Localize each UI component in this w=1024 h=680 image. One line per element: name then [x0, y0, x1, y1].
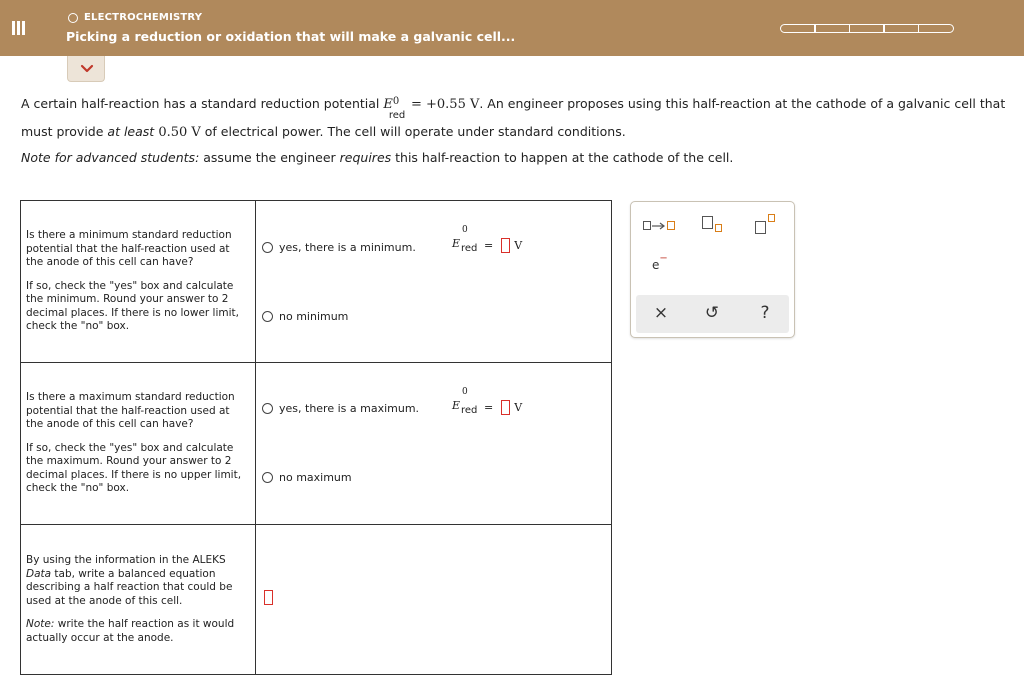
- answer-cell: [256, 525, 611, 674]
- potential-sub: red: [388, 109, 406, 121]
- question-cell: [21, 201, 256, 362]
- e-sub: red: [461, 243, 478, 254]
- superscript-box-icon: [768, 214, 775, 222]
- palette-tools: [631, 202, 794, 294]
- option-label: no minimum: [279, 310, 349, 323]
- menu-icon-bar: [22, 21, 25, 35]
- question-text: [26, 554, 249, 608]
- progress-bar: [781, 24, 954, 33]
- half-reaction-input[interactable]: [264, 590, 273, 605]
- question-text-part: By using the information in the ALEKS: [26, 554, 226, 566]
- problem-text: A certain half-reaction has a standard reduction potential: [21, 96, 384, 111]
- clear-button[interactable]: ×: [653, 303, 669, 323]
- electron-symbol: e: [652, 258, 660, 272]
- collapse-tab[interactable]: [67, 56, 105, 82]
- progress-segment: [780, 24, 816, 33]
- header-bar: [0, 0, 1024, 56]
- e-sub: red: [461, 405, 478, 416]
- emphasis-text: at least: [107, 124, 155, 139]
- advanced-note: [21, 150, 733, 165]
- table-row: [21, 363, 611, 525]
- page-title: Picking a reduction or oxidation that will make a galvanic cell...: [66, 29, 516, 44]
- e-sup: 0: [462, 225, 468, 235]
- menu-button[interactable]: [0, 0, 36, 56]
- note-text: write the half reaction as it would actually occur at the anode.: [26, 618, 235, 644]
- question-instructions: If so, check the "yes" box and calculate the maximum. Round your answer to 2 decimal places. If there is no upper limit, check the "no" box.: [26, 441, 242, 495]
- note-text: this half-reaction to happen at the cathode of the cell.: [391, 150, 734, 165]
- emphasis-text: requires: [339, 150, 392, 165]
- problem-line-1: [21, 90, 1024, 121]
- undo-button[interactable]: ↺: [704, 303, 720, 323]
- potential-symbol: E: [383, 97, 393, 112]
- question-instructions: If so, check the "yes" box and calculate the minimum. Round your answer to 2 decimal places. If there is no lower limit, check the "no" box.: [26, 279, 239, 333]
- note-text: assume the engineer: [199, 150, 340, 165]
- answer-cell: [256, 201, 611, 362]
- tool-palette: [630, 201, 795, 338]
- help-button[interactable]: ?: [760, 303, 770, 323]
- arrow-right-icon: [652, 222, 666, 230]
- topic-label: [68, 12, 202, 23]
- option-label: yes, there is a maximum.: [279, 402, 420, 415]
- yes-minimum-option[interactable]: [262, 241, 416, 254]
- palette-controls: [636, 295, 789, 333]
- menu-icon: [12, 21, 15, 35]
- subscript-box-icon: [715, 224, 722, 232]
- question-cell: [21, 363, 256, 524]
- yes-maximum-option[interactable]: [262, 402, 419, 415]
- topic-circle-icon: [68, 13, 78, 23]
- maximum-answer-input[interactable]: [501, 400, 510, 415]
- no-maximum-option[interactable]: [262, 471, 352, 484]
- question-text: Is there a maximum standard reduction potential that the half-reaction used at the anode of this cell can have?: [26, 391, 235, 431]
- reaction-arrow-tool[interactable]: [643, 218, 679, 232]
- data-tab-reference: Data: [26, 567, 52, 580]
- reactant-box-icon: [643, 221, 651, 230]
- maximum-equation: [452, 387, 523, 417]
- question-cell: [21, 525, 256, 674]
- equals-sign: =: [484, 400, 494, 414]
- base-box-icon: [702, 216, 713, 229]
- minimum-equation: [452, 225, 523, 255]
- potential-value: = +0.55 V: [406, 97, 480, 112]
- chevron-down-icon: [80, 64, 94, 74]
- progress-segment: [883, 24, 919, 33]
- minimum-answer-input[interactable]: [501, 238, 510, 253]
- radio-button[interactable]: [262, 242, 273, 253]
- note-label: Note:: [26, 618, 55, 630]
- option-label: yes, there is a minimum.: [279, 241, 416, 254]
- question-text-part: tab, write a balanced equation describing a half reaction that could be used at the anode of this cell.: [26, 567, 233, 607]
- problem-text: . An engineer proposes using this half-reaction at the cathode of a galvanic cell that: [479, 96, 1006, 111]
- product-box-icon: [667, 221, 675, 230]
- electron-charge: −: [659, 253, 668, 264]
- superscript-tool[interactable]: [755, 214, 781, 234]
- unit-label: V: [514, 400, 523, 414]
- e-red-symbol: [452, 225, 478, 255]
- subscript-tool[interactable]: [702, 214, 728, 234]
- problem-line-2: [21, 118, 1024, 146]
- power-value: 0.50 V: [154, 125, 201, 140]
- e-symbol: E: [452, 399, 461, 412]
- e-red-symbol: [452, 387, 478, 417]
- table-row: [21, 525, 611, 674]
- note-label: Note for advanced students:: [21, 150, 200, 165]
- e-symbol: E: [452, 237, 461, 250]
- base-box-icon: [755, 221, 766, 234]
- radio-button[interactable]: [262, 403, 273, 414]
- question-note: [26, 618, 249, 645]
- problem-statement: [21, 90, 1024, 146]
- no-minimum-option[interactable]: [262, 310, 348, 323]
- electron-tool[interactable]: [652, 253, 668, 274]
- unit-label: V: [514, 238, 523, 252]
- radio-button[interactable]: [262, 311, 273, 322]
- progress-segment: [849, 24, 885, 33]
- progress-segment: [918, 24, 954, 33]
- question-text: Is there a minimum standard reduction potential that the half-reaction used at the anode of this cell can have?: [26, 229, 232, 269]
- menu-icon-bar: [17, 21, 20, 35]
- radio-button[interactable]: [262, 472, 273, 483]
- progress-segment: [814, 24, 850, 33]
- table-row: [21, 201, 611, 363]
- equals-sign: =: [484, 238, 494, 252]
- problem-text: must provide: [21, 124, 108, 139]
- e-sup: 0: [462, 387, 468, 397]
- potential-scripts: [388, 95, 407, 121]
- question-table: [20, 200, 612, 675]
- potential-sup: 0: [392, 95, 400, 107]
- topic-text: ELECTROCHEMISTRY: [84, 12, 203, 23]
- problem-text: of electrical power. The cell will operate under standard conditions.: [200, 124, 626, 139]
- option-label: no maximum: [279, 471, 352, 484]
- answer-cell: [256, 363, 611, 524]
